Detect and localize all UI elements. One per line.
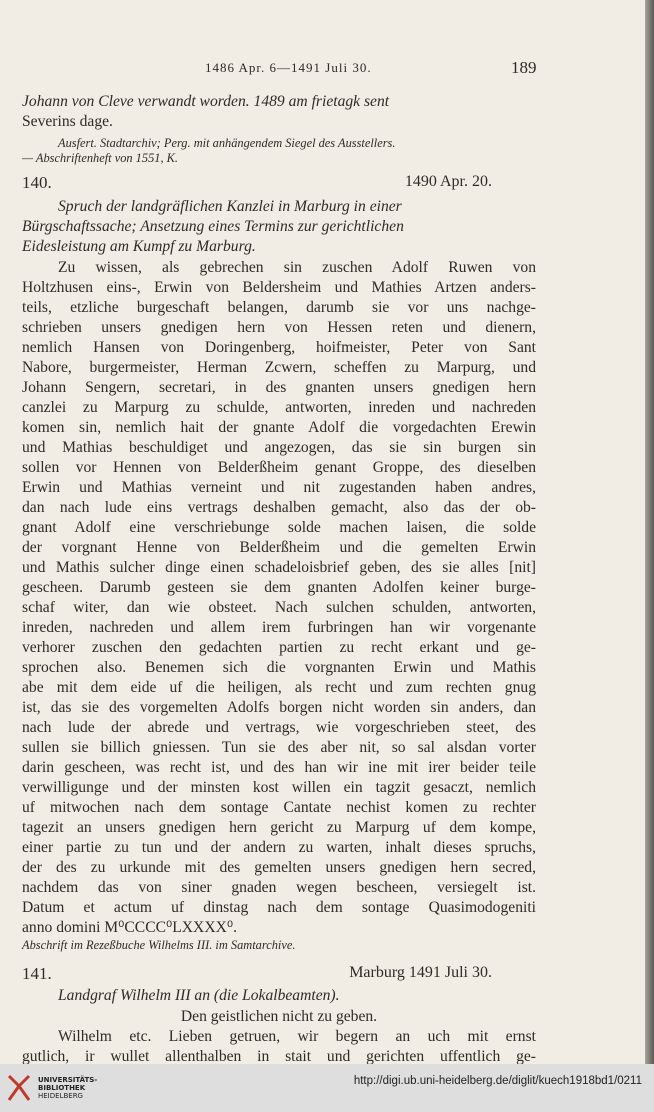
doc-140-line: verhorer zuschen den gedachten partien zu recht erkant und ge- (22, 639, 536, 656)
doc-140-line: gescheen. Darumb gesteen sie dem gnanten Adolfen keiner burge- (22, 579, 536, 596)
library-name-line-2: BIBLIOTHEK (38, 1084, 86, 1092)
doc-140-line: verwilligunge und der minsten kost willen ein tagzit gesaczt, nemlich (22, 779, 536, 796)
doc-140-date: 1490 Apr. 20. (404, 173, 492, 190)
doc-140-line: der vorgnant Henne von Belderßheim und die gemelten Erwin (22, 539, 536, 556)
doc-141-date: Marburg 1491 Juli 30. (349, 964, 492, 981)
doc-139-source-1: Ausfert. Stadtarchiv; Perg. mit anhängendem Siegel des Ausstellers. (58, 136, 396, 150)
doc-140-line: nemlich Hansen von Doringenberg, hoifmeister, Peter von Sant (22, 339, 536, 356)
doc-140-title (22, 197, 536, 257)
doc-140-line: Erwin und Mathias verneint und nit zugestanden haben andres, (22, 479, 536, 496)
doc-141-subtitle: Den geistlichen nicht zu geben. (180, 1008, 378, 1025)
doc-139-title-line (22, 92, 536, 112)
page-number: 189 (511, 58, 537, 77)
doc-140-line: Nabore, burgermeister, Herman Zcwern, scheffen zu Marpurg, und (22, 359, 536, 376)
doc-141-line: gutlich, ir wullet allenthalben in stait und gerichten uffentlich ge- (22, 1048, 536, 1064)
viewer-footer (0, 1064, 654, 1112)
doc-140-line: einer partie zu tun und der andern zu warten, inhalt dieses spruchs, (22, 839, 536, 856)
doc-140-line: canzlei zu Marpurg zu schulde, antworten, inreden und nachreden (22, 399, 536, 416)
doc-140-line: teils, etzliche burgeschaft belangen, darumb sie vor uns nachge- (22, 299, 536, 316)
doc-139-tail (22, 92, 536, 166)
running-head: 1486 Apr. 6—1491 Juli 30. (205, 60, 372, 75)
doc-139-date-line: Severins dage. (22, 113, 113, 130)
doc-140-title-1: Spruch der landgräflichen Kanzlei in Marburg in einer (58, 198, 402, 215)
doc-140-line: sprochen also. Benemen sich die vorgnanten Erwin und Mathis (22, 659, 536, 676)
doc-140-line: schaf witer, dan wie obsteet. Nach sulchen schulden, antworten, (22, 599, 536, 616)
doc-141-line: Wilhelm etc. Lieben getruen, wir begern an uch mit ernst (58, 1028, 536, 1045)
doc-140-line: sullen sie billich gniessen. Tun sie des aber nit, so sal alsdan vorter (22, 739, 536, 756)
doc-140-line: anno domini M⁰CCCC⁰LXXXX⁰. (22, 919, 237, 936)
doc-140-line: schrieben unsers gnedigen hern von Hessen reten und dienern, (22, 319, 536, 336)
library-name-line-3: HEIDELBERG (38, 1092, 83, 1100)
doc-140-line: ist, das sie des vorgemelten Adolfs borgen nicht worden sin anders, dan (22, 699, 536, 716)
doc-140-line: nach lude der abrede und vertrags, wie vorgeschrieben steet, des (22, 719, 536, 736)
doc-140-line: nachdem das von siner gnaden wegen bescheen, versiegelt ist. (22, 879, 536, 896)
doc-140-source-wrap (22, 938, 536, 953)
page-edge-shadow (645, 0, 654, 1064)
permalink-url[interactable]: http://digi.ub.uni-heidelberg.de/diglit/kuech1918bd1/0211 (353, 1075, 642, 1087)
doc-140-line: uf mitwochen nach dem sontage Cantate nechist komen zu rechter (22, 799, 536, 816)
doc-140-line: komen sin, nemlich hait der gnante Adolf die vorgedachten Erewin (22, 419, 536, 436)
doc-140-line: darin gescheen, was recht ist, und des han wir ine mit irer beider teile (22, 759, 536, 776)
doc-140-number: 140. (22, 173, 52, 192)
doc-140-title-3: Eidesleistung am Kumpf zu Marburg. (22, 238, 256, 255)
doc-140-body (22, 258, 536, 938)
doc-141-title: Landgraf Wilhelm III an (die Lokalbeamten). (58, 987, 340, 1004)
doc-139-title-text: Johann von Cleve verwandt worden. 1489 am frietagk sent (22, 93, 390, 110)
doc-140-line: Zu wissen, als gebrechen sin zuschen Adolf Ruwen von (58, 259, 536, 276)
doc-141-body (22, 986, 536, 1064)
doc-140-line: Johann Sengern, secretari, in des gnanten unsers gnedigen hern (22, 379, 536, 396)
doc-140-title-2: Bürgschaftssache; Ansetzung eines Termins zur gerichtlichen (22, 218, 404, 235)
doc-140-line: Datum et actum uf dinstag nach dem sontage Quasimodogeniti (22, 899, 536, 916)
doc-140-line: inreden, nachreden und allem irem furbringen han wir vorgenante (22, 619, 536, 636)
doc-140-line: und Mathis sulcher dinge einen schadeloisbrief geben, des sie alles [nit] (22, 559, 536, 576)
doc-140-line: dan nach lude eins vertrags deshalben gemacht, also das der ob- (22, 499, 536, 516)
doc-140-line: abe mit dem eide uf die heiligen, als recht und zum rechten gnug (22, 679, 536, 696)
doc-140-line: Holtzhusen eins-, Erwin von Beldersheim und Mathies Artzen anders- (22, 279, 536, 296)
doc-140-line: und Mathias beschuldiget und angezogen, das sie sin burgen sin (22, 439, 536, 456)
doc-140-line: sollen vor Hennen von Belderßheim genant Groppe, des dieselben (22, 459, 536, 476)
library-name-line-1: UNIVERSITÄTS- (38, 1076, 98, 1084)
doc-141-lines (22, 1027, 536, 1064)
doc-140-source: Abschrift im Rezeßbuche Wilhelms III. im Samtarchive. (22, 938, 296, 952)
doc-139-source-2: — Abschriftenheft von 1551, K. (22, 151, 179, 165)
doc-140-line: gnant Adolf eine verschriebunge solde machen laisen, die solde (22, 519, 536, 536)
doc-141-number: 141. (22, 964, 52, 983)
library-name (38, 1076, 97, 1100)
doc-140-line: tagezit an unsers gnedigen hern gericht zu Marpurg uf dem kompe, (22, 819, 536, 836)
university-library-logo-icon (6, 1072, 32, 1104)
doc-140-line: der des zu urkunde mit des gemelten unsers gnedigen hern secred, (22, 859, 536, 876)
